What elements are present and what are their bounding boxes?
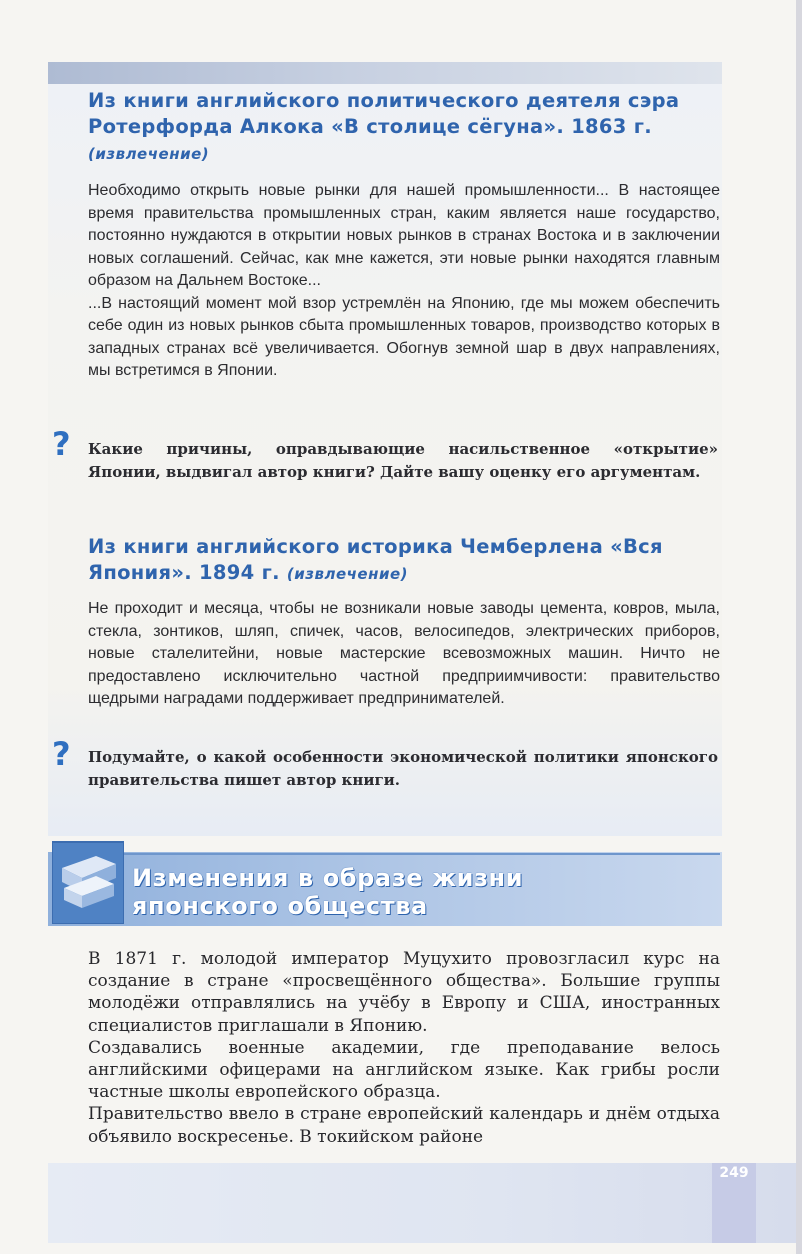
- source2-question: Подумайте, о какой особенности экономической политики японского правительства пишет автор книги.: [88, 748, 718, 789]
- bottom-decor-band: [48, 1163, 796, 1243]
- source1-paragraph: ...В настоящий момент мой взор устремлён на Японию, где мы можем обеспечить себе один из новых рынков сбыта промышленных товаров, производство которых в западных странах всё увеличивается. Обогнув земной шар в двух направлениях, мы встретимся в Японии.: [88, 294, 720, 379]
- source2-text: [88, 598, 720, 711]
- section-title: [132, 864, 712, 920]
- source1-extract-note: (извлечение): [88, 145, 210, 163]
- source1-title-text: Из книги английского политического деятеля сэра Ротерфорда Алкока «В столице сёгуна». 1863 г.: [88, 89, 680, 138]
- section-title-line2: японского общества: [132, 892, 428, 920]
- body-paragraph: Правительство ввело в стране европейский календарь и днём отдыха объявило воскресенье. В токийском районе: [88, 1104, 720, 1147]
- source2-extract-note: (извлечение): [286, 565, 408, 583]
- page-edge: [796, 0, 802, 1254]
- source2-title-text: Из книги английского историка Чемберлена «Вся Япония». 1894 г.: [88, 535, 663, 584]
- top-decor-strip: [48, 62, 722, 84]
- source1-text: [88, 180, 720, 383]
- section-title-line1: Изменения в образе жизни: [132, 864, 524, 892]
- source1-question: Какие причины, оправдывающие насильственное «открытие» Японии, выдвигал автор книги? Дайте вашу оценку его аргументам.: [88, 440, 718, 481]
- section-header-line: [120, 853, 720, 855]
- section-body-text: [88, 948, 720, 1148]
- source1-paragraph: Необходимо открыть новые рынки для нашей промышленности... В настоящее время правительства промышленных стран, каким является наше государство, постоянно нуждаются в открытии новых рынков в странах Востока и в заключении новых соглашений. Сейчас, как мне кажется, эти новые рынки находятся главным образом на Дальнем Востоке...: [88, 182, 720, 289]
- source2-paragraph: Не проходит и месяца, чтобы не возникали новые заводы цемента, ковров, мыла, стекла, зонтиков, шляп, спичек, часов, велосипедов, электрических приборов, новые сталелитейни, новые мастерские всевозможных машин. Ничто не предоставлено исключительно частной предприимчивости: правительство щедрыми наградами поддерживает предпринимателей.: [88, 600, 720, 707]
- books-icon: [52, 838, 124, 924]
- question-icon: ?: [52, 735, 71, 773]
- body-paragraph: В 1871 г. молодой император Муцухито провозгласил курс на создание в стране «просвещённого общества». Большие группы молодёжи отправлялись на учёбу в Европу и США, иностранных специалистов приглашали в Японию.: [88, 949, 720, 1036]
- body-paragraph: Создавались военные академии, где преподавание велось английскими офицерами на английском языке. Как грибы росли частные школы европейского образца.: [88, 1037, 720, 1103]
- source2-title: [88, 534, 708, 587]
- source1-title: [88, 88, 708, 167]
- question-icon: ?: [52, 425, 71, 463]
- page-number: 249: [719, 1165, 749, 1181]
